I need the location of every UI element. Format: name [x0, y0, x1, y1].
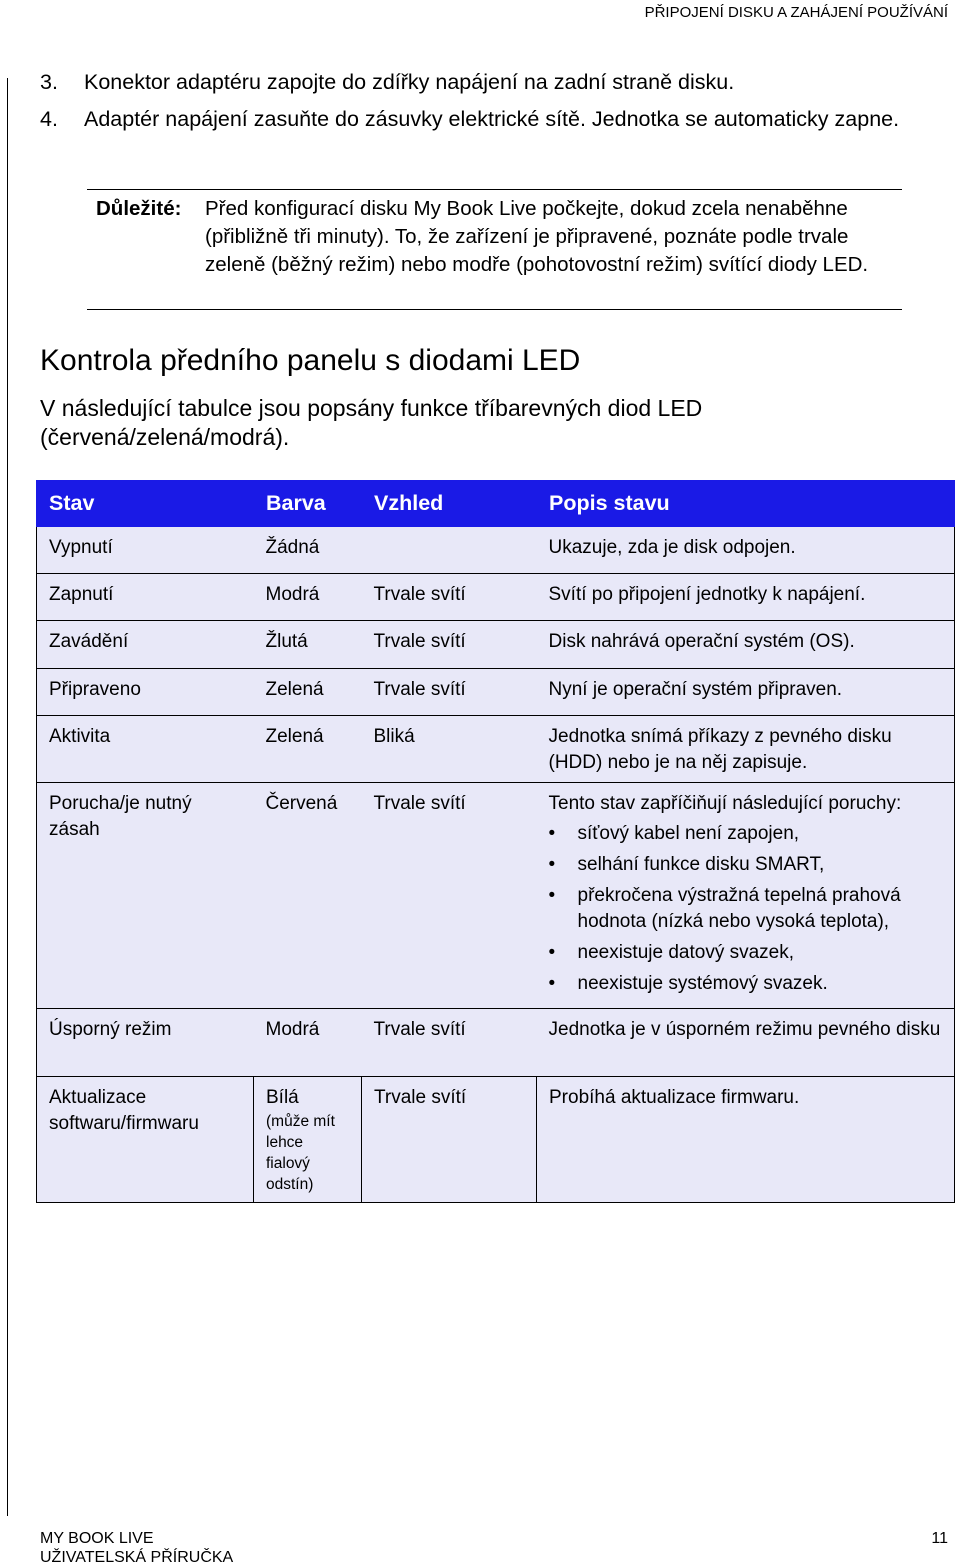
color-cell: Žlutá — [254, 621, 362, 669]
section-heading: Kontrola předního panelu s diodami LED — [40, 344, 581, 377]
color-cell — [254, 1077, 362, 1203]
table-row — [37, 1009, 955, 1077]
color-cell: Modrá — [254, 1009, 362, 1077]
color-cell: Žádná — [254, 527, 362, 574]
footer — [40, 1529, 233, 1567]
description-cell: Probíhá aktualizace firmwaru. — [537, 1077, 955, 1203]
footer-manual: UŽIVATELSKÁ PŘÍRUČKA — [40, 1549, 234, 1566]
description-cell: Nyní je operační systém připraven. — [537, 669, 955, 716]
description-cell: Jednotka je v úsporném režimu pevného disku — [537, 1009, 955, 1077]
description-cell: Disk nahrává operační systém (OS). — [537, 621, 955, 669]
step-number: 3. — [40, 70, 58, 94]
fault-text: selhání funkce disku SMART, — [577, 854, 825, 875]
list-item — [549, 883, 943, 935]
step-item — [40, 106, 920, 133]
color-cell: Modrá — [254, 574, 362, 621]
appearance-cell: Trvale svítí — [362, 621, 537, 669]
state-cell: Zavádění — [37, 621, 254, 669]
bullet-marker: • — [548, 885, 556, 906]
color-cell: Červená — [254, 783, 362, 1009]
important-note — [87, 189, 902, 310]
appearance-cell: Trvale svítí — [362, 669, 537, 716]
page-margin-rule — [7, 78, 8, 1516]
fault-text: neexistuje systémový svazek. — [577, 973, 828, 994]
fault-text: překročena výstražná tepelná prahová hodnota (nízká nebo vysoká teplota), — [577, 885, 901, 932]
state-cell: Zapnutí — [37, 574, 254, 621]
led-status-table — [36, 480, 955, 1203]
important-note-text: Před konfigurací disku My Book Live počkejte, dokud zcela nenaběhne (přibližně tři minuty). To, že zařízení je připravené, poznáte podle trvale zeleně (běžný režim) nebo modře (pohotovostní režim) svítící diody LED. — [205, 197, 869, 276]
appearance-cell: Trvale svítí — [362, 783, 537, 1009]
state-cell: Úsporný režim — [37, 1009, 254, 1077]
appearance-cell: Trvale svítí — [362, 1009, 537, 1077]
fault-list — [549, 821, 943, 997]
description-cell: Jednotka snímá příkazy z pevného disku (HDD) nebo je na něj zapisuje. — [537, 716, 955, 783]
important-note-label: Důležité: — [96, 197, 182, 220]
table-row — [37, 574, 955, 621]
description-cell: Ukazuje, zda je disk odpojen. — [537, 527, 955, 574]
bullet-marker: • — [548, 823, 556, 844]
color-name: Bílá — [266, 1087, 299, 1108]
column-header-state: Stav — [37, 481, 254, 527]
description-cell — [537, 783, 955, 1009]
state-cell: Aktivita — [37, 716, 254, 783]
fault-intro: Tento stav zapříčiňují následující poruchy: — [548, 793, 902, 814]
running-header: PŘIPOJENÍ DISKU A ZAHÁJENÍ POUŽÍVÁNÍ — [644, 4, 948, 21]
state-cell: Porucha/je nutný zásah — [37, 783, 254, 1009]
list-item — [549, 971, 943, 997]
state-cell: Vypnutí — [37, 527, 254, 574]
color-cell: Zelená — [254, 716, 362, 783]
color-note: (může mít lehce fialový odstín) — [266, 1113, 335, 1193]
table-header-row — [37, 481, 955, 527]
section-intro: V následující tabulce jsou popsány funkce tříbarevných diod LED (červená/zelená/modrá). — [40, 395, 703, 450]
appearance-cell: Trvale svítí — [362, 1077, 537, 1203]
list-item — [549, 821, 943, 847]
list-item — [549, 852, 943, 878]
table-row — [37, 621, 955, 669]
appearance-cell: Trvale svítí — [362, 574, 537, 621]
column-header-color: Barva — [254, 481, 362, 527]
column-header-appearance: Vzhled — [362, 481, 537, 527]
table-row — [37, 669, 955, 716]
column-header-description: Popis stavu — [537, 481, 955, 527]
appearance-cell: Bliká — [362, 716, 537, 783]
step-text: Konektor adaptéru zapojte do zdířky napájení na zadní straně disku. — [84, 70, 735, 94]
step-item — [40, 69, 920, 96]
step-number: 4. — [40, 107, 58, 131]
bullet-marker: • — [548, 973, 556, 994]
table-row — [37, 716, 955, 783]
table-row — [37, 527, 955, 574]
bullet-marker: • — [548, 854, 556, 875]
step-text: Adaptér napájení zasuňte do zásuvky elektrické sítě. Jednotka se automaticky zapne. — [84, 107, 900, 131]
setup-steps-list — [40, 69, 920, 143]
table-row — [37, 1077, 955, 1203]
state-cell: Připraveno — [37, 669, 254, 716]
appearance-cell — [362, 527, 537, 574]
page-number: 11 — [931, 1530, 948, 1547]
color-cell: Zelená — [254, 669, 362, 716]
fault-text: neexistuje datový svazek, — [577, 942, 795, 963]
description-cell: Svítí po připojení jednotky k napájení. — [537, 574, 955, 621]
list-item — [549, 940, 943, 966]
fault-text: síťový kabel není zapojen, — [577, 823, 800, 844]
footer-product: MY BOOK LIVE — [40, 1530, 154, 1547]
table-row — [37, 783, 955, 1009]
state-cell: Aktualizace softwaru/firmwaru — [37, 1077, 254, 1203]
bullet-marker: • — [548, 942, 556, 963]
